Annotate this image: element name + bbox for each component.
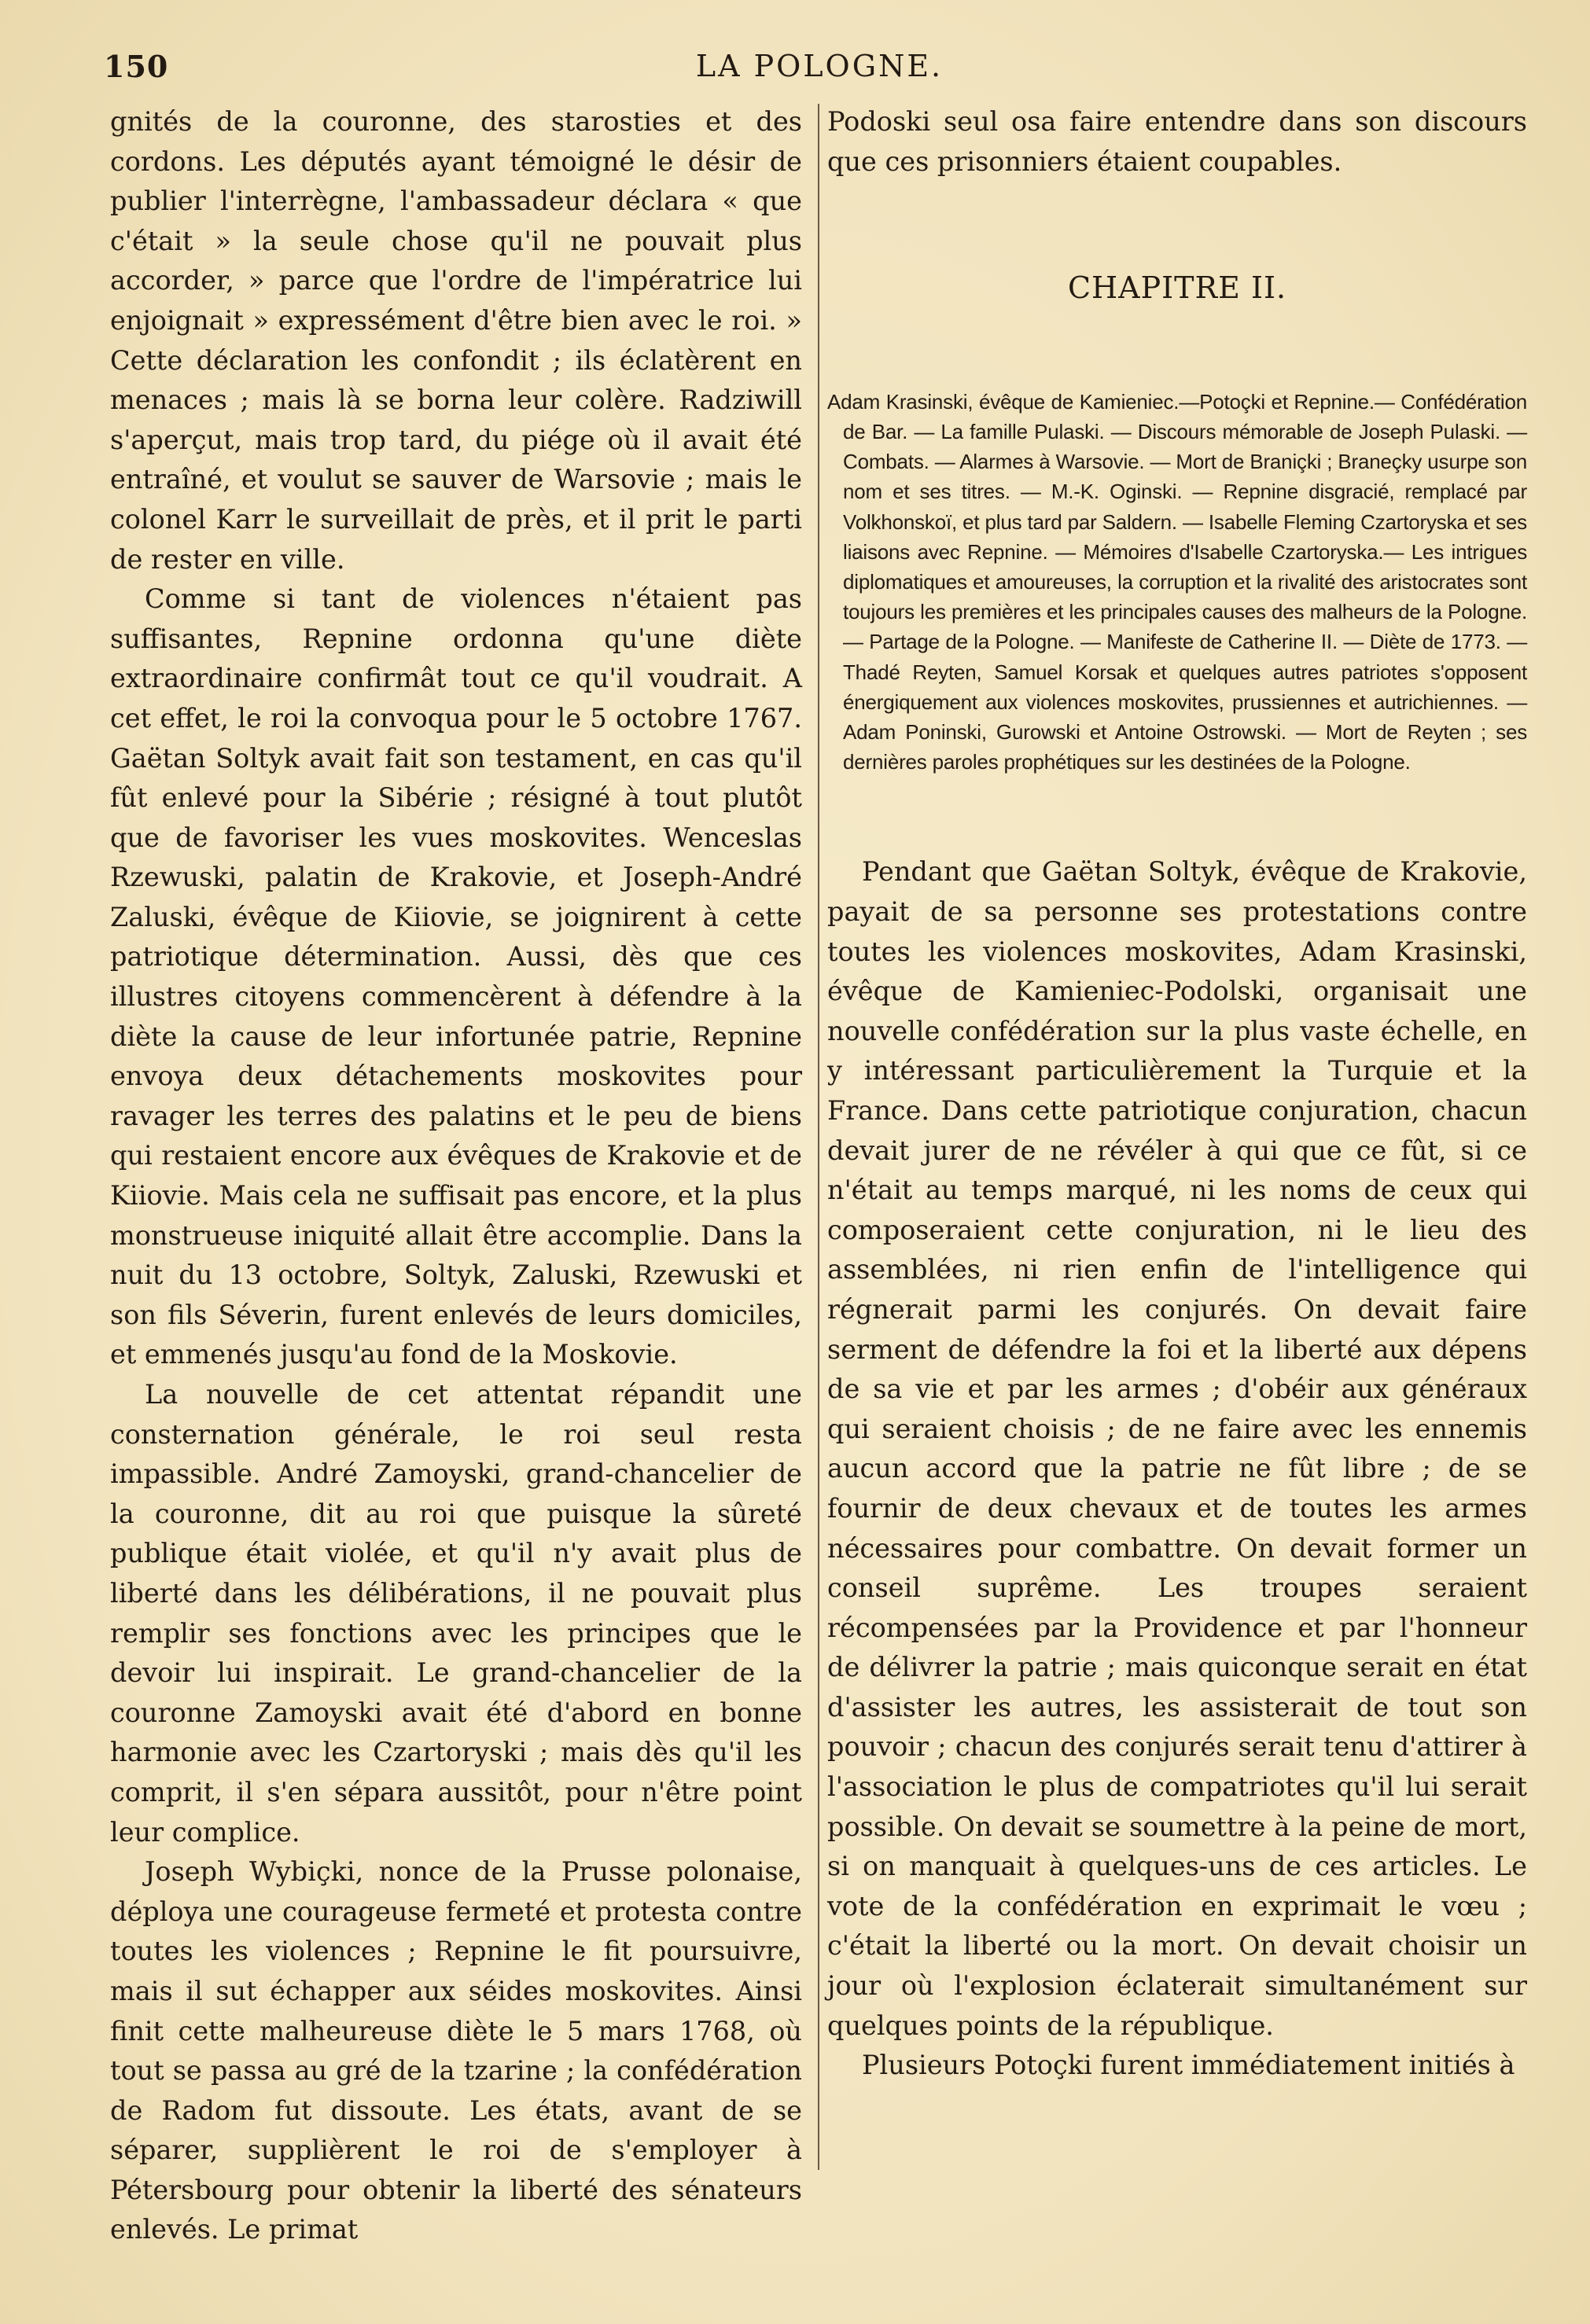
paragraph: Comme si tant de violences n'étaient pas suffisantes, Repnine ordonna qu'une diète extraordinaire confirmât tout ce qu'il voudrait. A cet effet, le roi la convoqua pour le 5 octobre 1767. Gaëtan Soltyk avait fait son testament, en cas qu'il fût enlevé pour la Sibérie ; résigné à tout plutôt que de favoriser les vues moskovites. Wenceslas Rzewuski, palatin de Krakovie, et Joseph-André Zaluski, évêque de Kiiovie, se joignirent à cette patriotique détermination. Aussi, dès que ces illustres citoyens commencèrent à défendre à la diète la cause de leur infortunée patrie, Repnine envoya deux détachements moskovites pour ravager les terres des palatins et le peu de biens qui restaient encore aux évêques de Krakovie et de Kiiovie. Mais cela ne suffisait pas encore, et la plus monstrueuse iniquité allait être accomplie. Dans la nuit du 13 octobre, Soltyk, Zaluski, Rzewuski et son fils Séverin, furent enlevés de leurs domiciles, et emmenés jusqu'au fond de la Moskovie. [110, 583, 802, 1370]
chapter-summary: Adam Krasinski, évêque de Kamieniec.—Potoçki et Repnine.— Confédération de Bar. — La famille Pulaski. — Discours mémorable de Joseph Pulaski. — Combats. — Alarmes à Warsovie. — Mort de Braniçki ; Braneçky usurpe son nom et ses titres. — M.-K. Oginski. — Repnine disgracié, remplacé par Volkhonskoï, et plus tard par Saldern. — Isabelle Fleming Czartoryska et ses liaisons avec Repnine. — Mémoires d'Isabelle Czartoryska.— Les intrigues diplomatiques et amoureuses, la corruption et la rivalité des aristocrates sont toujours les premières et les principales causes des malheurs de la Pologne. — Partage de la Pologne. — Manifeste de Catherine II. — Diète de 1773. — Thadé Reyten, Samuel Korsak et quelques autres patriotes s'opposent énergiquement aux violences moskovites, prussiennes et autrichiennes. — Adam Poninski, Gurowski et Antoine Ostrowski. — Mort de Reyten ; ses dernières paroles prophétiques sur les destinées de la Pologne. [827, 389, 1527, 774]
paragraph: Pendant que Gaëtan Soltyk, évêque de Krakovie, payait de sa personne ses protestations contre toutes les violences moskovites, Adam Krasinski, évêque de Kamieniec-Podolski, organisait une nouvelle confédération sur la plus vaste échelle, en y intéressant particulièrement la Turquie et la France. Dans cette patriotique conjuration, chacun devait jurer de ne révéler à qui que ce fût, si ce n'était au temps marqué, ni les noms de ceux qui composeraient cette conjuration, ni le lieu des assemblées, ni rien enfin de l'intelligence qui régnerait parmi les conjurés. On devait faire serment de défendre la foi et la liberté aux dépens de sa vie et par les armes ; d'obéir aux généraux qui seraient choisis ; de ne faire avec les ennemis aucun accord que la patrie ne fût libre ; de se fournir de deux chevaux et de toutes les armes nécessaires pour combattre. On devait former un conseil suprême. Les troupes seraient récompensées par la Providence et par l'honneur de délivrer la patrie ; mais quiconque serait en état d'assister les autres, les assisterait de tout son pouvoir ; chacun des conjurés serait tenu d'attirer à l'association le plus de compatriotes qu'il lui serait possible. On devait se soumettre à la peine de mort, si on manquait à quelques-uns de ces articles. Le vote de la confédération en exprimait le vœu ; c'était la liberté ou la mort. On devait choisir un jour où l'explosion éclaterait simultanément sur quelques points de la république. [827, 856, 1527, 2041]
right-column [827, 102, 1527, 2086]
running-title: LA POLOGNE. [695, 49, 944, 83]
column-divider [818, 104, 819, 2170]
paragraph: Podoski seul osa faire entendre dans son discours que ces prisonniers étaient coupables. [827, 106, 1527, 177]
chapter-title: CHAPITRE II. [1067, 270, 1287, 306]
paragraph: La nouvelle de cet attentat répandit une consternation générale, le roi seul resta impassible. André Zamoyski, grand-chancelier de la couronne, dit au roi que puisque la sûreté publique était violée, et qu'il n'y avait plus de liberté dans les délibérations, il ne pouvait plus remplir ses fonctions avec les principes que le devoir lui inspirait. Le grand-chancelier de la couronne Zamoyski avait été d'abord en bonne harmonie avec les Czartoryski ; mais dès qu'il les comprit, il s'en sépara aussitôt, pour n'être point leur complice. [110, 1379, 802, 1848]
paragraph: Joseph Wybiçki, nonce de la Prusse polonaise, déploya une courageuse fermeté et protesta contre toutes les violences ; Repnine le fit poursuivre, mais il sut échapper aux séides moskovites. Ainsi finit cette malheureuse diète le 5 mars 1768, où tout se passa au gré de la tzarine ; la confédération de Radom fut dissoute. Les états, avant de se séparer, supplièrent le roi de s'employer à Pétersbourg pour obtenir la liberté des sénateurs enlevés. Le primat [110, 1856, 802, 2245]
paragraph: Plusieurs Potoçki furent immédiatement initiés à [862, 2050, 1515, 2081]
left-column [110, 102, 802, 2250]
page-header [104, 49, 1535, 88]
paragraph: gnités de la couronne, des starosties et des cordons. Les députés ayant témoigné le désir de publier l'interrègne, l'ambassadeur déclara « que c'était » la seule chose qu'il ne pouvait plus accorder, » parce que l'ordre de l'impératrice lui enjoignait » expressément d'être bien avec le roi. » Cette déclaration les confondit ; ils éclatèrent en menaces ; mais là se borna leur colère. Radziwill s'aperçut, mais trop tard, du piége où il avait été entraîné, et voulut se sauver de Warsovie ; mais le colonel Karr le surveillait de près, et il prit le parti de rester en ville. [110, 106, 802, 575]
page-number: 150 [104, 49, 169, 84]
